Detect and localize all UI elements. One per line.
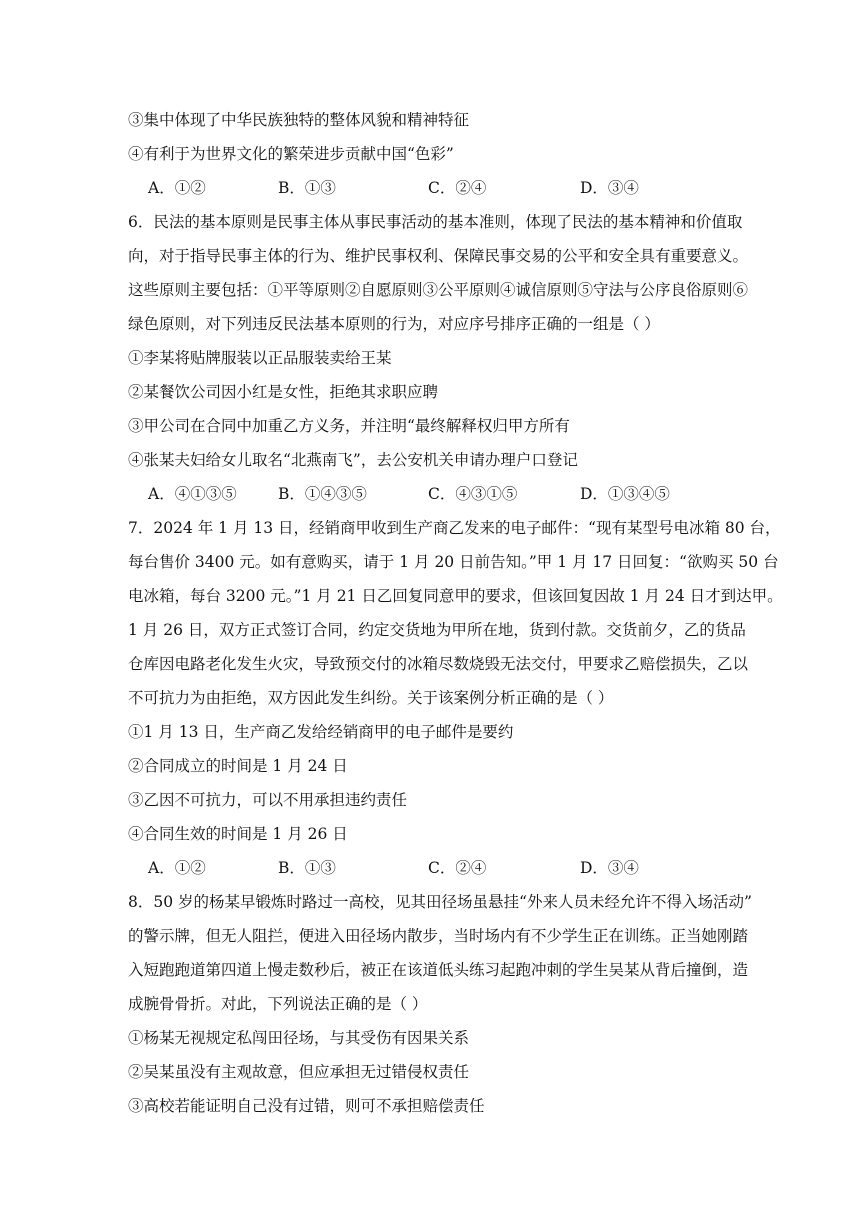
- q5-option-a[interactable]: A．①②: [148, 179, 206, 197]
- q8-statement-2: ②吴某虽没有主观故意，但应承担无过错侵权责任: [128, 1063, 470, 1081]
- q6-option-c[interactable]: C．④③①⑤: [428, 485, 518, 503]
- q7-stem-line: 7．2024 年 1 月 13 日，经销商甲收到生产商乙发来的电子邮件：“现有某型号电冰箱 80 台，: [128, 519, 781, 537]
- q6-statement-2: ②某餐饮公司因小红是女性，拒绝其求职应聘: [128, 383, 439, 401]
- q8-stem-line: 的警示牌，但无人阻拦，便进入田径场内散步，当时场内有不少学生正在训练。正当她刚踏: [128, 927, 749, 945]
- q7-option-b[interactable]: B．①③: [278, 859, 336, 877]
- q8-stem-line: 8．50 岁的杨某早锻炼时路过一高校，见其田径场虽悬挂“外来人员未经允许不得入场活动”: [128, 893, 752, 911]
- q8-stem-line: 成腕骨骨折。对此，下列说法正确的是（ ）: [128, 995, 428, 1013]
- q6-option-d[interactable]: D．①③④⑤: [580, 485, 670, 503]
- q7-options: [148, 857, 738, 879]
- q7-statement-3: ③乙因不可抗力，可以不用承担违约责任: [128, 791, 408, 809]
- q7-option-d[interactable]: D．③④: [580, 859, 639, 877]
- q6-statement-4: ④张某夫妇给女儿取名“北燕南飞”，去公安机关申请办理户口登记: [128, 451, 578, 469]
- q8-stem-line: 入短跑跑道第四道上慢走数秒后，被正在该道低头练习起跑冲刺的学生吴某从背后撞倒，造: [128, 961, 749, 979]
- q8-statement-3: ③高校若能证明自己没有过错，则可不承担赔偿责任: [128, 1097, 485, 1115]
- q6-stem-line: 这些原则主要包括：①平等原则②自愿原则③公平原则④诚信原则⑤守法与公序良俗原则⑥: [128, 281, 749, 299]
- q6-statement-1: ①李某将贴牌服装以正品服装卖给王某: [128, 349, 392, 367]
- q6-stem-line: 向，对于指导民事主体的行为、维护民事权利、保障民事交易的公平和安全具有重要意义。: [128, 247, 749, 265]
- q7-option-c[interactable]: C．②④: [428, 859, 487, 877]
- q7-stem-line: 1 月 26 日，双方正式签订合同，约定交货地为甲所在地，货到付款。交货前夕，乙的货品: [128, 621, 746, 639]
- q6-stem-line: 绿色原则，对下列违反民法基本原则的行为，对应序号排序正确的一组是（ ）: [128, 315, 660, 333]
- q7-stem-line: 每台售价 3400 元。如有意购买，请于 1 月 20 日前告知。”甲 1 月 17 日回复：“欲购买 50 台: [128, 553, 779, 571]
- q5-option-d[interactable]: D．③④: [580, 179, 639, 197]
- q5-statement-3: ③集中体现了中华民族独特的整体风貌和精神特征: [128, 111, 470, 129]
- q7-statement-1: ①1 月 13 日，生产商乙发给经销商甲的电子邮件是要约: [128, 723, 514, 741]
- q8-statement-1: ①杨某无视规定私闯田径场，与其受伤有因果关系: [128, 1029, 470, 1047]
- q7-stem-line: 不可抗力为由拒绝，双方因此发生纠纷。关于该案例分析正确的是（ ）: [128, 689, 614, 707]
- q6-options: [148, 483, 738, 505]
- q6-option-b[interactable]: B．①④③⑤: [278, 485, 367, 503]
- q6-option-a[interactable]: A．④①③⑤: [148, 485, 237, 503]
- q7-statement-2: ②合同成立的时间是 1 月 24 日: [128, 757, 348, 775]
- q7-stem-line: 仓库因电路老化发生火灾，导致预交付的冰箱尽数烧毁无法交付，甲要求乙赔偿损失，乙以: [128, 655, 749, 673]
- q5-options: [148, 177, 738, 199]
- q5-statement-4: ④有利于为世界文化的繁荣进步贡献中国“色彩”: [128, 145, 454, 163]
- q5-option-c[interactable]: C．②④: [428, 179, 487, 197]
- q6-stem-line: 6．民法的基本原则是民事主体从事民事活动的基本准则，体现了民法的基本精神和价值取: [128, 213, 743, 231]
- q7-option-a[interactable]: A．①②: [148, 859, 206, 877]
- q7-stem-line: 电冰箱，每台 3200 元。”1 月 21 日乙回复同意甲的要求，但该回复因故 1 月 24 日才到达甲。: [128, 587, 783, 605]
- q6-statement-3: ③甲公司在合同中加重乙方义务，并注明“最终解释权归甲方所有: [128, 417, 570, 435]
- q7-statement-4: ④合同生效的时间是 1 月 26 日: [128, 825, 348, 843]
- q5-option-b[interactable]: B．①③: [278, 179, 336, 197]
